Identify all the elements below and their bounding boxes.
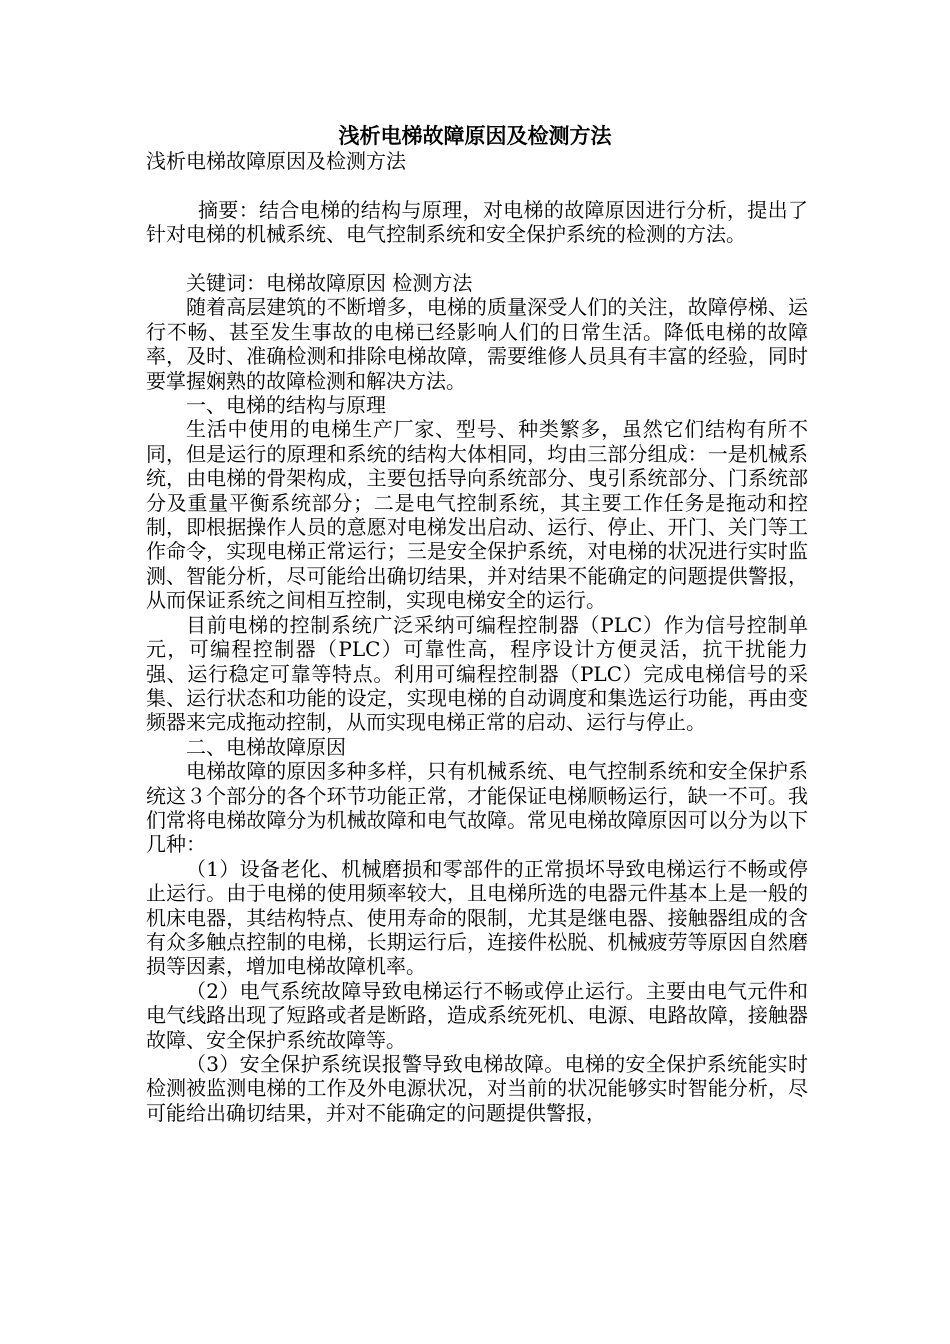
document-subtitle: 浅析电梯故障原因及检测方法 (146, 149, 406, 173)
section-heading-causes: 二、电梯故障原因 (186, 734, 346, 759)
section-heading-structure: 一、电梯的结构与原理 (186, 393, 386, 418)
plc-paragraph: 目前电梯的控制系统广泛采纳可编程控制器（PLC）作为信号控制单元，可编程控制器（PLC）可靠性高，程序设计方便灵活，抗干扰能力强、运行稳定可靠等特点。利用可编程控制器（PLC）完成电梯信号的采集、运行状态和功能的设定，实现电梯的自动调度和集选运行功能，再由变频器来完成拖动控制，从而实现电梯正常的启动、运行与停止。 (146, 612, 808, 735)
cause-item-3: （3）安全保护系统误报警导致电梯故障。电梯的安全保护系统能实时检测被监测电梯的工作及外电源状况，对当前的状况能够实时智能分析，尽可能给出确切结果，并对不能确定的问题提供警报， (146, 1052, 808, 1125)
document-body (146, 149, 808, 1125)
structure-paragraph: 生活中使用的电梯生产厂家、型号、种类繁多，虽然它们结构有所不同，但是运行的原理和系统的结构大体相同，均由三部分组成：一是机械系统，由电梯的骨架构成，主要包括导向系统部分、曳引系统部分、门系统部分及重量平衡系统部分；二是电气控制系统，其主要工作任务是拖动和控制，即根据操作人员的意愿对电梯发出启动、运行、停止、开门、关门等工作命令，实现电梯正常运行；三是安全保护系统，对电梯的状况进行实时监测、智能分析，尽可能给出确切结果，并对结果不能确定的问题提供警报，从而保证系统之间相互控制，实现电梯安全的运行。 (146, 417, 808, 613)
document-title: 浅析电梯故障原因及检测方法 (338, 123, 612, 148)
cause-item-2: （2）电气系统故障导致电梯运行不畅或停止运行。主要由电气元件和电气线路出现了短路或者是断路，造成系统死机、电源、电路故障，接触器故障、安全保护系统故障等。 (146, 978, 808, 1052)
abstract-paragraph: 摘要：结合电梯的结构与原理，对电梯的故障原因进行分析，提出了针对电梯的机械系统、电气控制系统和安全保护系统的检测的方法。 (146, 197, 808, 247)
intro-paragraph: 随着高层建筑的不断增多，电梯的质量深受人们的关注，故障停梯、运行不畅、甚至发生事故的电梯已经影响人们的日常生活。降低电梯的故障率，及时、准确检测和排除电梯故障，需要维修人员具有丰富的经验，同时要掌握娴熟的故障检测和解决方法。 (146, 295, 808, 393)
keywords-line: 关键词：电梯故障原因 检测方法 (186, 271, 473, 295)
causes-intro-paragraph: 电梯故障的原因多种多样，只有机械系统、电气控制系统和安全保护系统这３个部分的各个环节功能正常，才能保证电梯顺畅运行，缺一不可。我们常将电梯故障分为机械故障和电气故障。常见电梯故障原因可以分为以下几种： (146, 759, 808, 857)
cause-item-1: （1）设备老化、机械磨损和零部件的正常损坏导致电梯运行不畅或停止运行。由于电梯的使用频率较大，且电梯所选的电器元件基本上是一般的机床电器，其结构特点、使用寿命的限制，尤其是继电器、接触器组成的含有众多触点控制的电梯，长期运行后，连接件松脱、机械疲劳等原因自然磨损等因素，增加电梯故障机率。 (146, 856, 808, 979)
